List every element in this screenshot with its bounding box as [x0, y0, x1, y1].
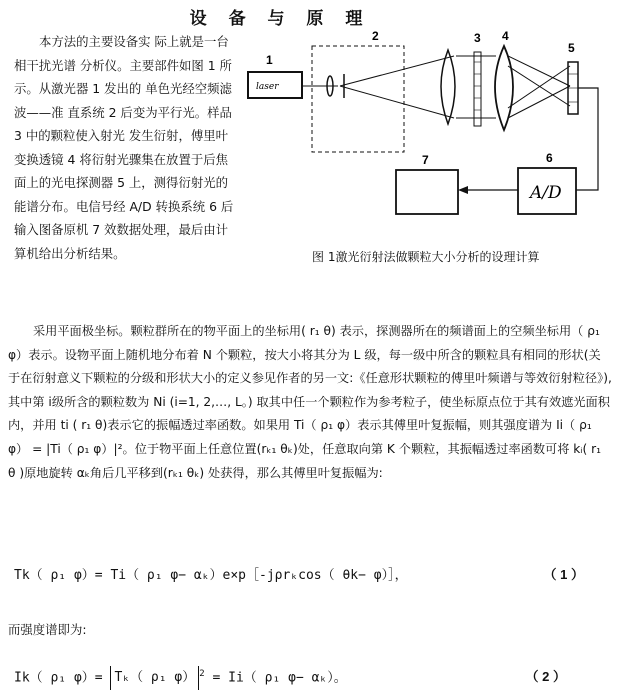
equation-1-number: （ 1 ）	[543, 567, 584, 582]
body-section	[8, 320, 612, 485]
collimator-lens	[441, 50, 455, 124]
equation-2-number: （ 2 ）	[525, 669, 566, 684]
equation-2-rhs: = Ii（ ρ₁ φ− αₖ）。	[212, 670, 347, 686]
data-arrow-head	[458, 186, 468, 194]
body-paragraph: 采用平面极坐标。颗粒群所在的物平面上的坐标用( r₁ θ) 表示，探测器所在的频谱面上的空频坐标用（ ρ₁ φ）表示。设物平面上随机地分布着 N 个颗粒，按大小将其分为 L 级，每一级中所含的颗粒具有相同的形状(关于在衍射意义下颗粒的分级和形状大小的定义参见作者的另一文:《任意形状颗粒的傅里叶频谱与等效衍射粒径》),其中第 i级所含的颗粒数为 Ni (i=1, 2,…, L。) 取其中任一个颗粒作为参考粒子，使坐标原点位于其有效遮光面积内，并用 ti ( r₁ θ)表示它的振幅透过率函数。如果用 Ti（ ρ₁ φ）表示其傅里叶复振幅，则其强度谱为 Ii（ ρ₁ φ） = |Ti（ ρ₁ φ）|²。位于物平面上任意位置(rₖ₁ θₖ)处，任意取向第 K 个颗粒，其振幅透过率函数可将 kᵢ( r₁ θ )原地旋转 αₖ角后几平移到(rₖ₁ θₖ) 处获得，那么其傅里叶复振幅为:	[8, 324, 612, 480]
cone-bottom	[340, 86, 454, 118]
equation-2-modulus	[110, 666, 199, 690]
ad-label: A/D	[530, 183, 562, 203]
label-3: 3	[474, 31, 481, 45]
equation-2-exponent: 2	[199, 669, 205, 680]
equation-2-inner: Tₖ（ ρ₁ φ）	[114, 670, 196, 685]
intensity-label: 而强度谱即为:	[8, 622, 87, 637]
equation-2-lhs: Ik（ ρ₁ φ）=	[14, 670, 111, 686]
label-4: 4	[502, 29, 509, 43]
computer-box	[396, 170, 458, 214]
label-7: 7	[422, 153, 429, 167]
apparatus-diagram	[246, 26, 616, 252]
equation-1-text: Tk（ ρ₁ φ）= Ti（ ρ₁ φ− αₖ）e×p［-jρrₖcos（ θk− φ）］，	[14, 568, 408, 583]
label-2: 2	[372, 29, 379, 43]
section-title: 设 备 与 原 理	[189, 9, 371, 29]
label-6: 6	[546, 151, 553, 165]
equation-1	[14, 564, 606, 583]
intro-paragraph: 本方法的主要设备实 际上就是一台相干扰光谱 分析仪。主要部件如图 1 所示。从激光器 1 发出的 单色光经空频滤波——准 直系统 2 后变为平行光。样品 3 中的颗粒使入射光 发生衍射，傅里叶变换透镜 4 将衍射光骤集在放置于后焦面上的光电探测器 5 上，测得衍射光的能谱分布。电信号经 A/D 转换系统 6 后输入图备原机 7 效数据处理，最后由计算机给出分析结果。	[14, 34, 234, 261]
label-5: 5	[568, 41, 575, 55]
intro-column	[14, 30, 240, 265]
label-1: 1	[266, 53, 273, 67]
filter-box	[312, 46, 404, 152]
equation-2	[14, 666, 606, 690]
laser-label: laser	[256, 82, 279, 92]
sample-cell	[474, 52, 481, 126]
ray-1	[508, 56, 570, 86]
fourier-lens	[495, 46, 513, 130]
signal-wire	[576, 88, 598, 190]
cone-top	[340, 56, 454, 86]
figure-caption: 图 1激光衍射法做颗粒大小分析的设理计算	[312, 250, 540, 264]
